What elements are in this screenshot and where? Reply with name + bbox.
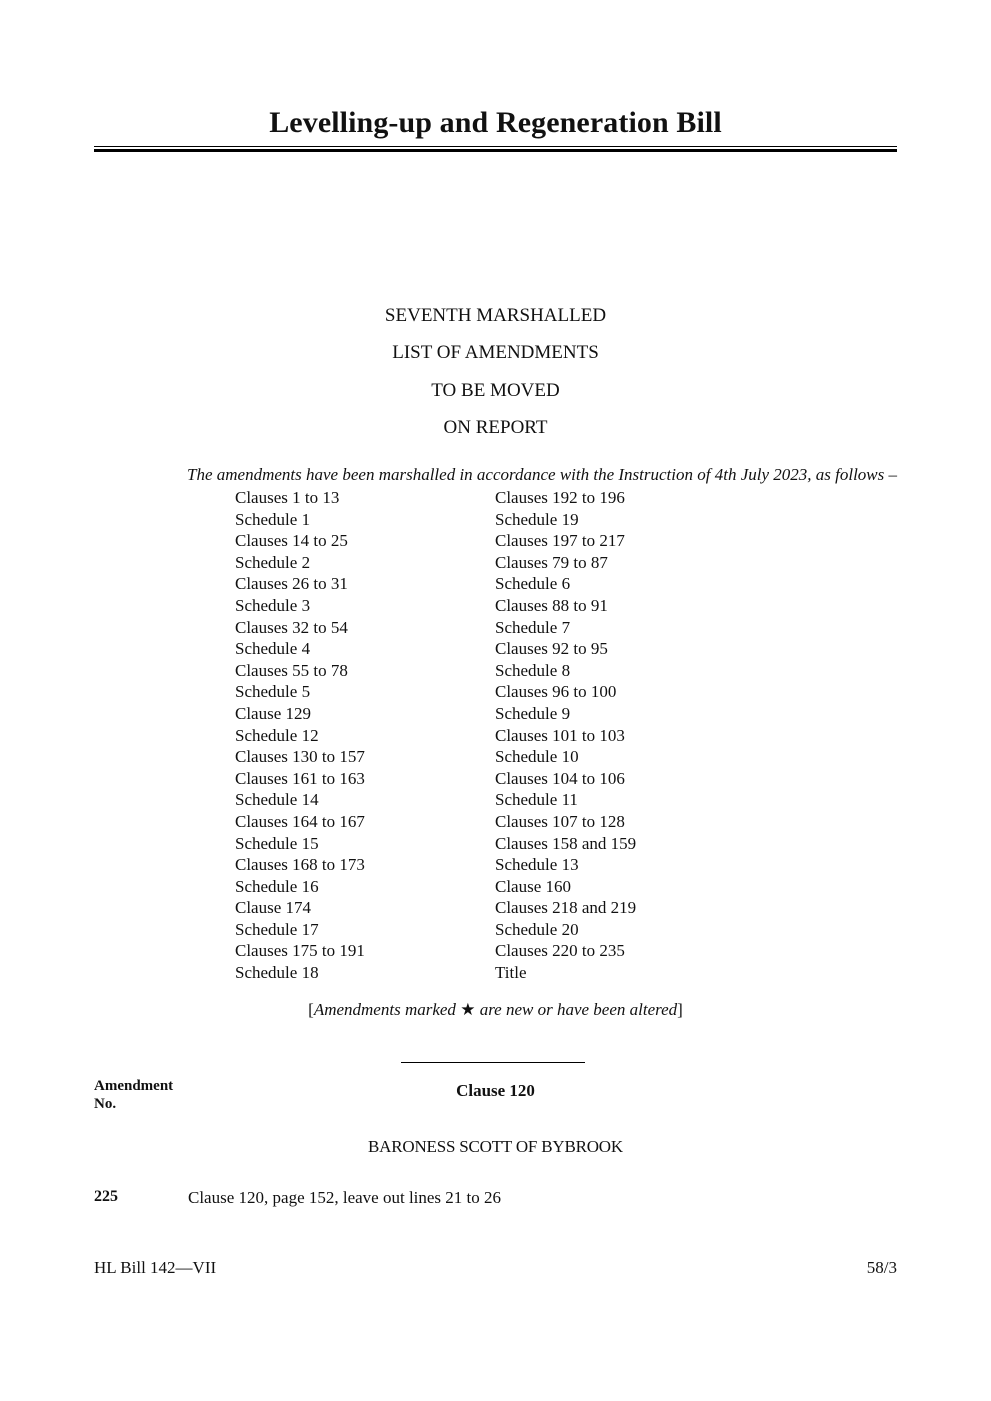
order-item: Schedule 19 xyxy=(495,509,579,529)
order-item: Schedule 17 xyxy=(235,919,319,939)
heading-line-2: LIST OF AMENDMENTS xyxy=(392,342,599,363)
marshalling-order-left-column xyxy=(235,487,365,984)
order-item: Clauses 175 to 191 xyxy=(235,941,365,961)
order-item: Clauses 161 to 163 xyxy=(235,768,365,788)
order-item: Clauses 26 to 31 xyxy=(235,574,348,594)
order-item: Schedule 12 xyxy=(235,725,319,745)
order-item: Clauses 130 to 157 xyxy=(235,747,365,767)
order-item: Clauses 88 to 91 xyxy=(495,595,608,615)
amendment-mover: BARONESS SCOTT OF BYBROOK xyxy=(368,1137,623,1156)
order-item: Schedule 20 xyxy=(495,919,579,939)
note-close-bracket: ] xyxy=(677,1000,683,1019)
order-item: Clauses 192 to 196 xyxy=(495,488,625,507)
order-item: Schedule 10 xyxy=(495,747,579,767)
note-text-after: are new or have been altered xyxy=(475,1000,678,1019)
order-item: Schedule 7 xyxy=(495,617,571,637)
amendment-label-line-2: No. xyxy=(94,1096,117,1112)
order-item: Schedule 2 xyxy=(235,552,311,572)
order-item: Clauses 32 to 54 xyxy=(235,617,348,637)
order-item: Schedule 6 xyxy=(495,574,571,594)
order-item: Clauses 218 and 219 xyxy=(495,898,637,918)
title-rule-thin xyxy=(94,146,897,147)
note-open-bracket: [ xyxy=(308,1000,314,1019)
order-item: Clauses 1 to 13 xyxy=(235,488,340,507)
order-item: Schedule 3 xyxy=(235,595,311,615)
order-item: Clauses 96 to 100 xyxy=(495,682,617,702)
order-item: Clause 160 xyxy=(495,876,572,896)
order-item: Schedule 16 xyxy=(235,876,319,896)
order-item: Clauses 104 to 106 xyxy=(495,768,625,788)
amendment-text: Clause 120, page 152, leave out lines 21 to 26 xyxy=(188,1188,502,1207)
amendment-number: 225 xyxy=(94,1188,118,1205)
order-item: Clauses 158 and 159 xyxy=(495,833,637,853)
order-item: Schedule 15 xyxy=(235,833,319,853)
order-item: Schedule 1 xyxy=(235,509,311,529)
order-item: Schedule 14 xyxy=(235,790,319,810)
amendments-marked-note xyxy=(0,1000,991,1020)
note-text-before: Amendments marked xyxy=(313,1000,461,1019)
heading-line-4: ON REPORT xyxy=(443,417,548,438)
order-item: Clauses 168 to 173 xyxy=(235,855,365,875)
section-divider xyxy=(401,1062,585,1063)
title-rule-thick xyxy=(94,149,897,152)
marshalling-order-right-column xyxy=(495,487,636,984)
order-item: Clause 174 xyxy=(235,898,312,918)
clause-heading: Clause 120 xyxy=(456,1081,535,1100)
order-item: Clauses 164 to 167 xyxy=(235,811,365,831)
order-item: Clauses 14 to 25 xyxy=(235,531,348,551)
document-title: Levelling-up and Regeneration Bill xyxy=(269,106,722,139)
order-item: Clauses 92 to 95 xyxy=(495,639,608,659)
order-item: Schedule 8 xyxy=(495,660,571,680)
order-item: Schedule 9 xyxy=(495,703,571,723)
marshalling-intro: The amendments have been marshalled in accordance with the Instruction of 4th July 2023, as follows – xyxy=(187,465,897,484)
order-item: Schedule 5 xyxy=(235,682,311,702)
footer-page-reference: 58/3 xyxy=(866,1258,897,1277)
order-item: Title xyxy=(495,963,527,983)
star-icon: ★ xyxy=(460,1000,476,1019)
heading-line-3: TO BE MOVED xyxy=(431,380,560,401)
amendment-label-line-1: Amendment xyxy=(94,1078,174,1094)
order-item: Schedule 11 xyxy=(495,790,578,810)
order-item: Clauses 220 to 235 xyxy=(495,941,625,961)
footer-bill-reference: HL Bill 142—VII xyxy=(94,1258,217,1277)
order-item: Schedule 13 xyxy=(495,855,579,875)
order-item: Schedule 4 xyxy=(235,639,311,659)
order-item: Clauses 101 to 103 xyxy=(495,725,625,745)
order-item: Clauses 79 to 87 xyxy=(495,552,608,572)
order-item: Clauses 197 to 217 xyxy=(495,531,625,551)
order-item: Clauses 107 to 128 xyxy=(495,811,625,831)
heading-line-1: SEVENTH MARSHALLED xyxy=(384,305,607,326)
order-item: Schedule 18 xyxy=(235,963,319,983)
order-item: Clauses 55 to 78 xyxy=(235,660,348,680)
order-item: Clause 129 xyxy=(235,703,312,723)
